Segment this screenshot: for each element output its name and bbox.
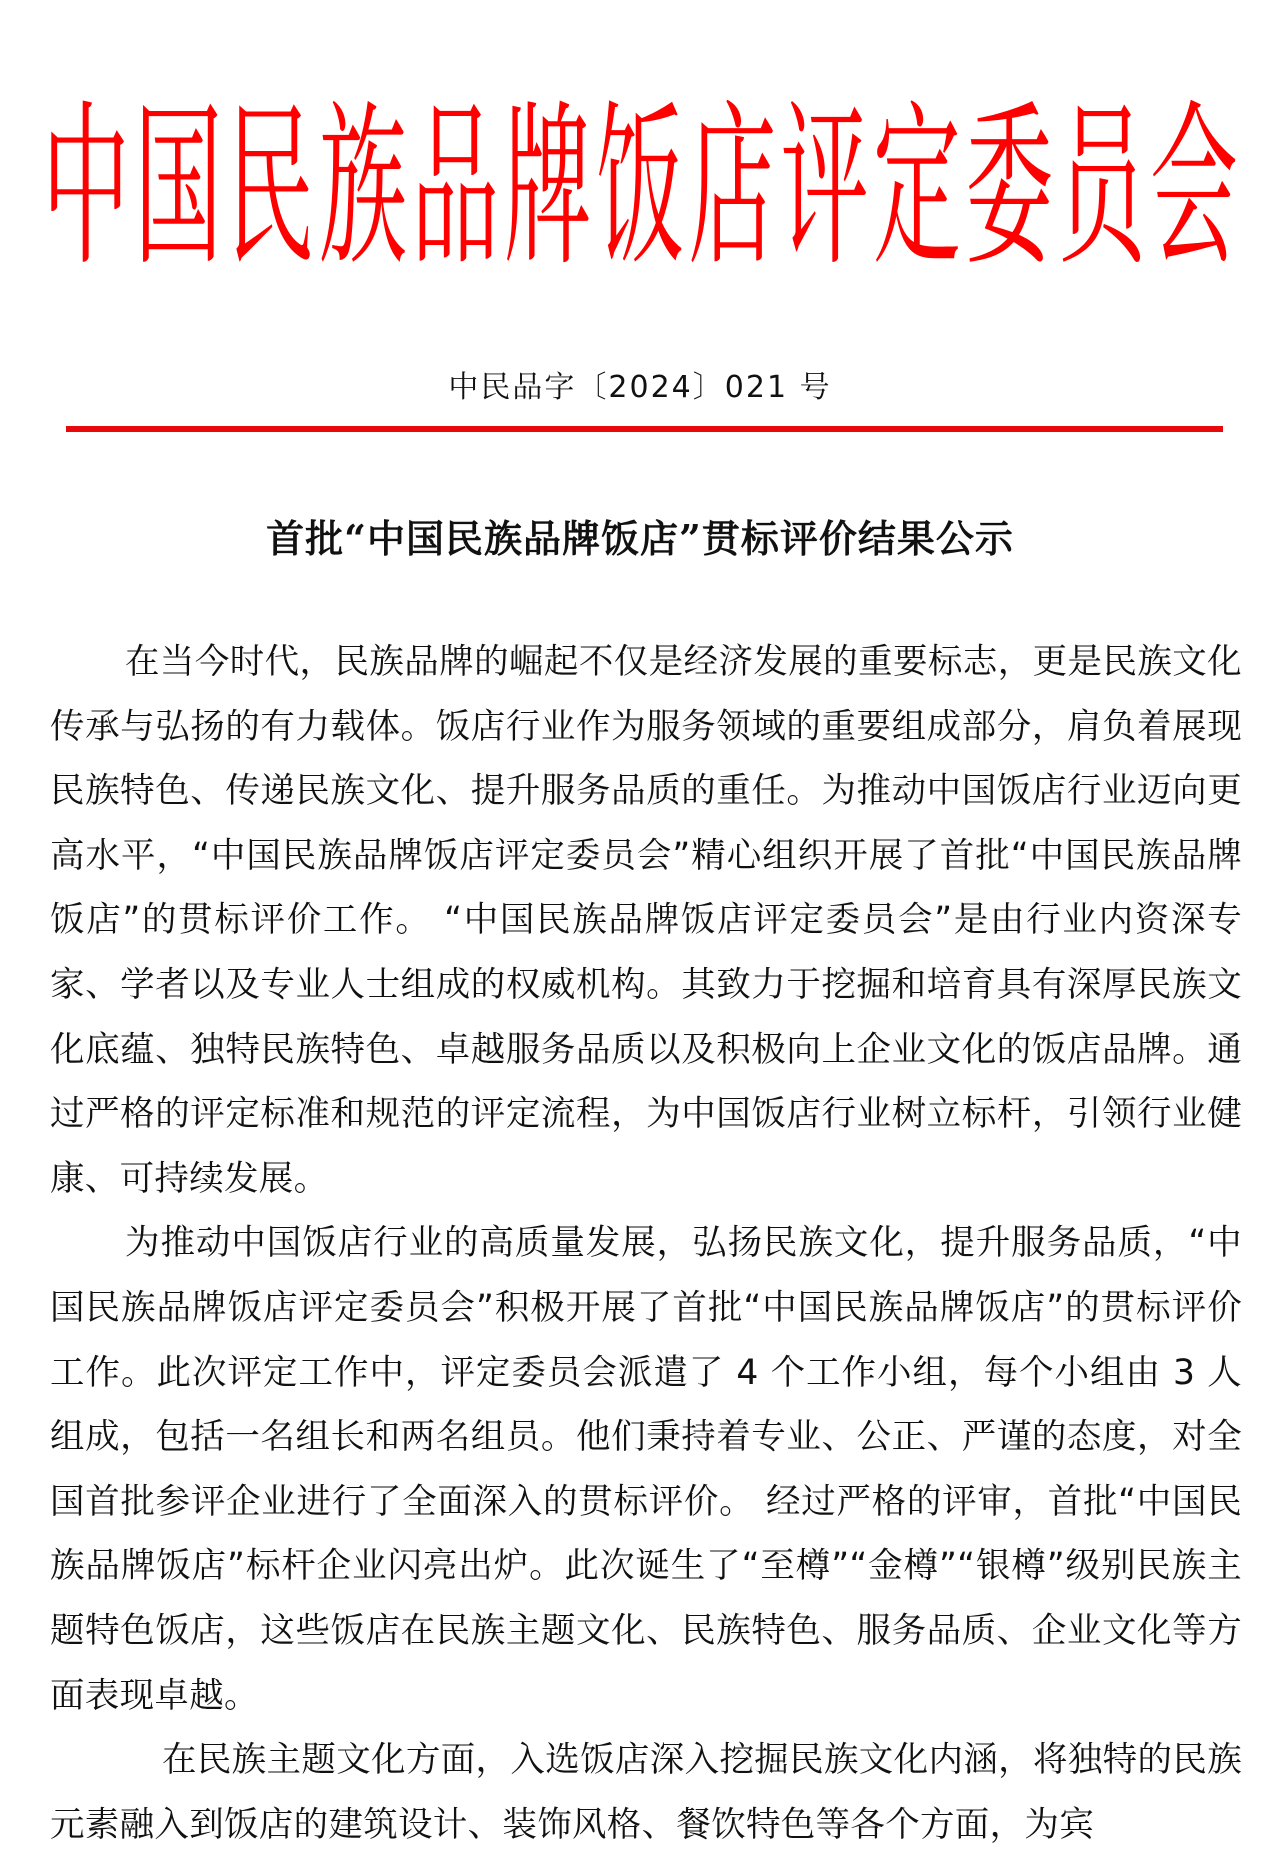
masthead-char: 国 <box>134 88 223 288</box>
masthead-char: 定 <box>872 88 961 288</box>
red-divider-rule <box>66 426 1223 432</box>
document-body <box>50 630 1242 1857</box>
masthead-char: 店 <box>688 88 777 288</box>
masthead-char: 牌 <box>503 88 592 288</box>
masthead-char: 评 <box>780 88 869 288</box>
masthead-char: 族 <box>318 88 407 288</box>
paragraph: 在民族主题文化方面，入选饭店深入挖掘民族文化内涵，将独特的民族元素融入到饭店的建筑设计、装饰风格、餐饮特色等各个方面，为宾 <box>50 1740 1242 1845</box>
masthead-char: 员 <box>1057 88 1146 288</box>
document-number: 中民品字〔2024〕021 号 <box>448 370 832 405</box>
masthead-char: 中 <box>41 88 130 288</box>
masthead-char: 品 <box>411 88 500 288</box>
paragraph: 在当今时代，民族品牌的崛起不仅是经济发展的重要标志，更是民族文化传承与弘扬的有力载体。饭店行业作为服务领域的重要组成部分，肩负着展现民族特色、传递民族文化、提升服务品质的重任。为推动中国饭店行业迈向更高水平，“中国民族品牌饭店评定委员会”精心组织开展了首批“中国民族品牌饭店”的贯标评价工作。 “中国民族品牌饭店评定委员会”是由行业内资深专家、学者以及专业人士组成的权威机构。其致力于挖掘和培育具有深厚民族文化底蕴、独特民族特色、卓越服务品质以及积极向上企业文化的饭店品牌。通过严格的评定标准和规范的评定流程，为中国饭店行业树立标杆，引领行业健康、可持续发展。 <box>50 642 1242 1199</box>
masthead-char: 委 <box>965 88 1054 288</box>
masthead-char: 民 <box>226 88 315 288</box>
masthead-char: 饭 <box>595 88 684 288</box>
document-title: 首批“中国民族品牌饭店”贯标评价结果公示 <box>266 516 1014 561</box>
masthead-title <box>40 88 1240 288</box>
paragraph: 为推动中国饭店行业的高质量发展，弘扬民族文化，提升服务品质，“中国民族品牌饭店评定委员会”积极开展了首批“中国民族品牌饭店”的贯标评价工作。此次评定工作中，评定委员会派遣了 4 个工作小组，每个小组由 3 人组成，包括一名组长和两名组员。他们秉持着专业、公正、严谨的态度，对全国首批参评企业进行了全面深入的贯标评价。 经过严格的评审，首批“中国民族品牌饭店”标杆企业闪亮出炉。此次诞生了“至樽”“金樽”“银樽”级别民族主题特色饭店，这些饭店在民族主题文化、民族特色、服务品质、企业文化等方面表现卓越。 <box>50 1223 1242 1716</box>
masthead-char: 会 <box>1149 88 1238 288</box>
